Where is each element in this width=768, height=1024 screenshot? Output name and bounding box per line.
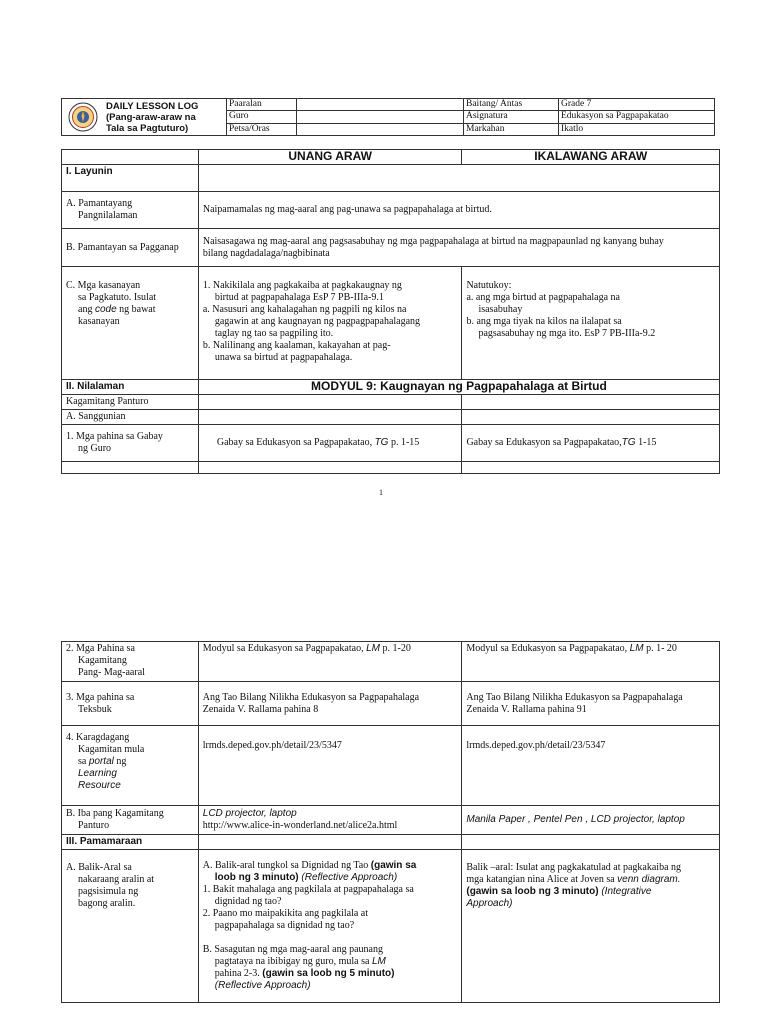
iba-label-line2: Panturo	[78, 820, 110, 831]
row-label-pagganap: B. Pamantayan sa Pagganap	[62, 229, 199, 267]
kasanayan-label-line3: ang code ng bawat	[78, 304, 156, 315]
section-pamamaraan: III. Pamamaraan	[62, 835, 199, 850]
field-value-markahan: Ikatlo	[559, 123, 715, 135]
balik-day1-q2: 2. Paano mo maipakikita ang pagkilala at	[202, 908, 368, 919]
kasanayan-day1-item1: 1. Nakikilala ang pagkakaiba at pagkakaugnay ng	[202, 280, 402, 291]
row-label-gabay	[62, 425, 199, 462]
column-header-day2: IKALAWANG ARAW	[462, 150, 720, 165]
row-label-pamantayang-line1: A. Pamantayang	[66, 198, 133, 209]
gabay-day1: Gabay sa Edukasyon sa Pagpapakatao, TG p. 1-15	[198, 425, 462, 462]
row-label-teksbuk	[62, 682, 199, 726]
section-nilalaman: II. Nilalaman	[62, 380, 199, 395]
pahina-label-line3: Pang- Mag-aaral	[78, 667, 145, 678]
teksbuk-day1	[198, 682, 462, 726]
kasanayan-label-line1: C. Mga kasanayan	[66, 280, 141, 291]
karagdagang-day2-link[interactable]: lrmds.deped.gov.ph/detail/23/5347	[462, 726, 720, 806]
row-label-kagamitan: Kagamitang Panturo	[62, 395, 199, 410]
pahina-day2: Modyul sa Edukasyon sa Pagpapakatao, LM p. 1- 20	[462, 642, 720, 682]
teksbuk-day1-line2: Zenaida V. Rallama pahina 8	[202, 703, 319, 715]
modyul-title: MODYUL 9: Kaugnayan ng Pagpapahalaga at Birtud	[198, 380, 719, 395]
deped-seal-icon	[68, 102, 98, 132]
pahina-day1: Modyul sa Edukasyon sa Pagpapakatao, LM p. 1-20	[198, 642, 462, 682]
kasanayan-day1-item-a-cont1: gagawin at ang kaugnayan ng pagpagpapahalagang	[214, 316, 421, 327]
pahina-label-line1: 2. Mga Pahina sa	[66, 643, 135, 654]
kasanayan-label-line2: sa Pagkatuto. Isulat	[78, 292, 157, 303]
kasanayan-day1-item-b: b. Nalilinang ang kaalaman, kakayahan at pag-	[202, 340, 391, 351]
row-label-karagdagang	[62, 726, 199, 806]
header-block	[61, 98, 715, 136]
balik-label-line1: A. Balik-Aral sa	[66, 862, 132, 873]
section-layunin: I. Layunin	[62, 165, 199, 192]
kasanayan-day1	[198, 267, 462, 380]
teksbuk-day2-line2: Zenaida V. Rallama pahina 91	[466, 703, 587, 715]
karagdagang-label-line2: Kagamitan mula	[78, 744, 145, 755]
teksbuk-day1-line1: Ang Tao Bilang Nilikha Edukasyon sa Pagpapahalaga	[202, 691, 420, 703]
pahina-label-line2: Kagamitang	[78, 655, 127, 666]
balik-day2-line4: Approach)	[466, 898, 513, 909]
balik-day2-line2: mga katangian nina Alice at Joven sa venn diagram.	[466, 874, 681, 885]
balik-day1-a-line1: A. Balik-aral tungkol sa Dignidad ng Tao (gawin sa	[202, 860, 417, 871]
teksbuk-day2-line1: Ang Tao Bilang Nilikha Edukasyon sa Pagpapahalaga	[466, 691, 683, 703]
field-value-baitang: Grade 7	[559, 99, 715, 111]
balik-day2-line3: (gawin sa loob ng 3 minuto) (Integrative	[466, 886, 652, 897]
kasanayan-day1-item-a: a. Nasusuri ang kahalagahan ng pagpili ng kilos na	[202, 304, 407, 315]
field-label-paaralan: Paaralan	[227, 99, 297, 111]
kasanayan-day2-item-b: b. ang mga tiyak na kilos na ilalapat sa	[466, 316, 622, 327]
karagdagang-label-line3: sa portal ng	[78, 756, 127, 767]
gabay-label-line1: 1. Mga pahina sa Gabay	[66, 431, 163, 442]
karagdagang-label-line5: Resource	[78, 780, 121, 791]
row-label-pamantayang-line2: Pangnilalaman	[78, 210, 138, 221]
row-label-pamantayang	[62, 192, 199, 229]
field-label-asignatura: Asignatura	[464, 111, 559, 123]
kasanayan-day1-item-a-cont2: taglay ng tao sa pagpiling ito.	[214, 328, 334, 339]
field-value-petsa[interactable]	[297, 123, 464, 135]
pagganap-text	[198, 229, 719, 267]
field-label-markahan: Markahan	[464, 123, 559, 135]
field-label-petsa: Petsa/Oras	[227, 123, 297, 135]
kasanayan-day2	[462, 267, 720, 380]
balik-label-line4: bagong aralin.	[78, 898, 136, 909]
iba-day1-line1: LCD projector, laptop	[202, 808, 297, 819]
kasanayan-day1-item1-cont: birtud at pagpapahalaga EsP 7 PB-IIIa-9.1	[214, 292, 384, 303]
header-title-line2: (Pang-araw-araw na	[106, 112, 196, 123]
kasanayan-day1-item-b-cont: unawa sa birtud at pagpapahalaga.	[214, 352, 353, 363]
header-title-line3: Tala sa Pagtuturo)	[106, 123, 189, 134]
balik-day1-b-line4: (Reflective Approach)	[214, 980, 311, 991]
field-value-paaralan[interactable]	[297, 99, 464, 111]
balik-label-line2: nakaraang aralin at	[78, 874, 155, 885]
page-number: 1	[379, 488, 383, 497]
row-label-balik	[62, 850, 199, 1003]
balik-day1-b-line1: B. Sasagutan ng mga mag-aaral ang paunang	[202, 944, 383, 955]
balik-day2	[462, 850, 720, 1003]
kasanayan-day2-item-a: a. ang mga birtud at pagpapahalaga na	[466, 292, 620, 303]
row-label-pahina	[62, 642, 199, 682]
balik-day1-b-line3: pahina 2-3. (gawin sa loob ng 5 minuto)	[214, 968, 395, 979]
field-value-guro[interactable]	[297, 111, 464, 123]
kasanayan-day2-intro: Natutukoy:	[466, 280, 512, 291]
lesson-table-page1	[61, 149, 720, 474]
balik-day1-q2-cont: pagpapahalaga sa dignidad ng tao?	[214, 920, 355, 931]
gabay-day2: Gabay sa Edukasyon sa Pagpapakatao,TG 1-15	[462, 425, 720, 462]
teksbuk-label-line2: Teksbuk	[78, 703, 112, 715]
row-label-iba	[62, 806, 199, 835]
iba-day2: Manila Paper , Pentel Pen , LCD projector, laptop	[462, 806, 720, 835]
field-label-guro: Guro	[227, 111, 297, 123]
iba-label-line1: B. Iba pang Kagamitang	[66, 808, 164, 819]
header-title-line1: DAILY LESSON LOG	[106, 101, 199, 112]
kasanayan-day2-item-b-cont: pagsasabuhay ng mga ito. EsP 7 PB-IIIa-9.2	[478, 328, 656, 339]
karagdagang-label-line1: 4. Karagdagang	[66, 732, 130, 743]
pamantayang-text: Naipamamalas ng mag-aaral ang pag-unawa sa pagpapahalaga at birtud.	[198, 192, 719, 229]
field-value-asignatura: Edukasyon sa Pagpapakatao	[559, 111, 715, 123]
column-header-day1: UNANG ARAW	[198, 150, 462, 165]
lesson-table-page2	[61, 641, 720, 1003]
teksbuk-label-line1: 3. Mga pahina sa	[66, 691, 135, 703]
balik-day1	[198, 850, 462, 1003]
pagganap-text-line2: bilang nagdadalaga/nagbibinata	[202, 247, 330, 259]
balik-day2-line1: Balik –aral: Isulat ang pagkakatulad at pagkakaiba ng	[466, 862, 682, 873]
header-title-cell	[62, 99, 227, 136]
gabay-label-line2: ng Guro	[78, 443, 112, 454]
kasanayan-label-line4: kasanayan	[78, 316, 120, 327]
karagdagang-label-line4: Learning	[78, 768, 117, 779]
pagganap-text-line1: Naisasagawa ng mag-aaral ang pagsasabuhay ng mga pagpapahalaga at birtud na magpapaunlad ng kanyang buhay	[202, 235, 664, 247]
iba-day1	[198, 806, 462, 835]
balik-label-line3: pagsisimula ng	[78, 886, 139, 897]
karagdagang-day1-link[interactable]: lrmds.deped.gov.ph/detail/23/5347	[198, 726, 462, 806]
teksbuk-day2	[462, 682, 720, 726]
field-label-baitang: Baitang/ Antas	[464, 99, 559, 111]
balik-day1-a-line2: loob ng 3 minuto) (Reflective Approach)	[214, 872, 398, 883]
row-label-sanggunian: A. Sanggunian	[62, 410, 199, 425]
row-label-kasanayan	[62, 267, 199, 380]
kasanayan-day2-item-a-cont: isasabuhay	[478, 304, 523, 315]
balik-day1-q1-cont: dignidad ng tao?	[214, 896, 282, 907]
iba-day1-url[interactable]: http://www.alice-in-wonderland.net/alice2a.html	[202, 820, 398, 831]
balik-day1-b-line2: pagtataya na ibibigay ng guro, mula sa LM	[214, 956, 386, 967]
balik-day1-q1: 1. Bakit mahalaga ang pagkilala at pagpapahalaga sa	[202, 884, 414, 895]
